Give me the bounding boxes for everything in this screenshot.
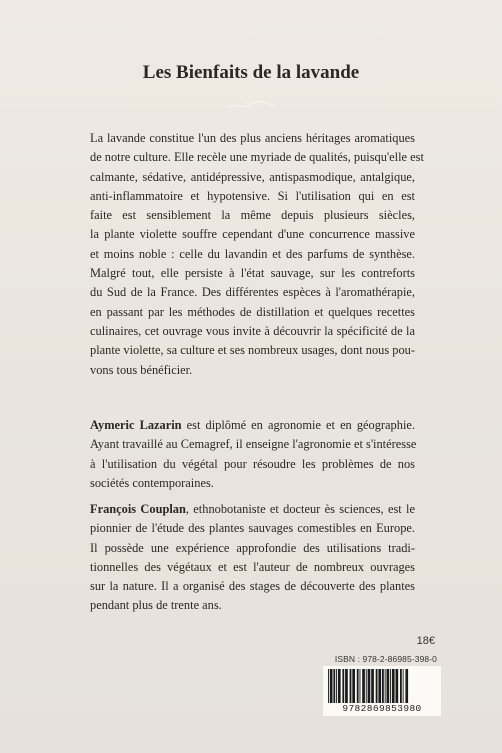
barcode-bar (366, 669, 367, 703)
barcode-bar (382, 669, 384, 703)
text-line: faite est sensiblement la même depuis plusieurs siècles, (90, 208, 415, 223)
text-line: la plante violette souffre cependant d'une concurrence massive (90, 227, 415, 242)
barcode-bar (352, 669, 355, 703)
book-title: Les Bienfaits de la lavande (142, 62, 360, 83)
barcode-bar (378, 669, 381, 703)
barcode-bar (360, 669, 361, 703)
text-line: anti-inflammatoire et hypotensive. Si l'utilisation qui en est (90, 188, 415, 203)
barcode-bar (338, 669, 341, 703)
barcode-bar (403, 669, 404, 703)
text-line: sur la nature. Il a organisé des stages de découverte des plantes (90, 579, 415, 594)
barcode-bar (350, 669, 352, 703)
barcode-bar (330, 669, 333, 703)
ornament-flourish (226, 98, 276, 112)
text-line (90, 500, 415, 519)
barcode-bar (336, 669, 337, 703)
author-bio-couplan (90, 500, 415, 616)
barcode-bar (342, 669, 344, 703)
text-line: plante violette, sa culture et ses nombreux usages, dont nous pou- (90, 343, 415, 358)
text-line: sociétés contemporaines. (90, 475, 214, 490)
text-line: culinaires, cet ouvrage vous invite à découvrir la spécificité de la (90, 323, 415, 338)
text-line: Il possède une expérience approfondie des utilisations tradi- (90, 540, 415, 555)
barcode-bar (400, 669, 402, 703)
barcode-bar (371, 669, 374, 703)
author-name: François Couplan (90, 502, 186, 516)
barcode-bar (405, 669, 408, 703)
text-line: Malgré tout, elle persiste à l'état sauvage, sur les contreforts (90, 266, 415, 281)
barcode-bar (396, 669, 399, 703)
description-paragraph (90, 129, 424, 380)
barcode-bar (328, 669, 329, 703)
barcode-bars (327, 669, 437, 703)
author-bio-lazarin (90, 416, 415, 493)
isbn-label: ISBN : 978-2-86985-398-0 (334, 654, 437, 664)
text-line: en passant par les méthodes de distillation et quelques recettes (90, 304, 415, 319)
price-label: 18€ (416, 635, 435, 647)
bio-text: , ethnobotaniste et docteur ès sciences, est le (185, 502, 415, 516)
barcode-bar (376, 669, 378, 703)
text-line: pionnier de l'étude des plantes sauvages comestibles en Europe. (90, 521, 415, 536)
barcode-bar (345, 669, 348, 703)
text-line (90, 416, 415, 435)
author-name: Aymeric Lazarin (90, 418, 182, 432)
text-line: pendant plus de trente ans. (90, 598, 222, 613)
barcode-bar (385, 669, 386, 703)
text-line: tionnelles des végétaux et est l'auteur de nombreux ouvrages (90, 559, 415, 574)
barcode-digits: 9782869853980 (342, 703, 422, 714)
barcode-bar (357, 669, 359, 703)
text-line: La lavande constitue l'un des plus anciens héritages aromatiques (90, 131, 415, 145)
barcode-bar (390, 669, 391, 703)
barcode-bar (368, 669, 371, 703)
text-line: du Sud de la France. Des différentes espèces à l'aromathérapie, (90, 285, 415, 300)
barcode-bar (387, 669, 390, 703)
barcode-bar (333, 669, 335, 703)
barcode (323, 666, 441, 716)
text-line: calmante, sédative, antidépressive, antispasmodique, antalgique, (90, 169, 415, 184)
text-line: Ayant travaillé au Cemagref, il enseigne l'agronomie et s'intéresse (90, 437, 417, 452)
text-line: et moins noble : celle du lavandin et des parfums de synthèse. (90, 246, 415, 261)
bio-text: est diplômé en agronomie et en géographie. (181, 418, 415, 432)
barcode-bar (362, 669, 365, 703)
text-line: à l'utilisation du végétal pour résoudre les problèmes de nos (90, 456, 415, 471)
barcode-bar (392, 669, 395, 703)
text-line: vons tous bénéficier. (90, 362, 193, 377)
text-line: de notre culture. Elle recèle une myriade de qualités, puisqu'elle est (90, 150, 424, 165)
